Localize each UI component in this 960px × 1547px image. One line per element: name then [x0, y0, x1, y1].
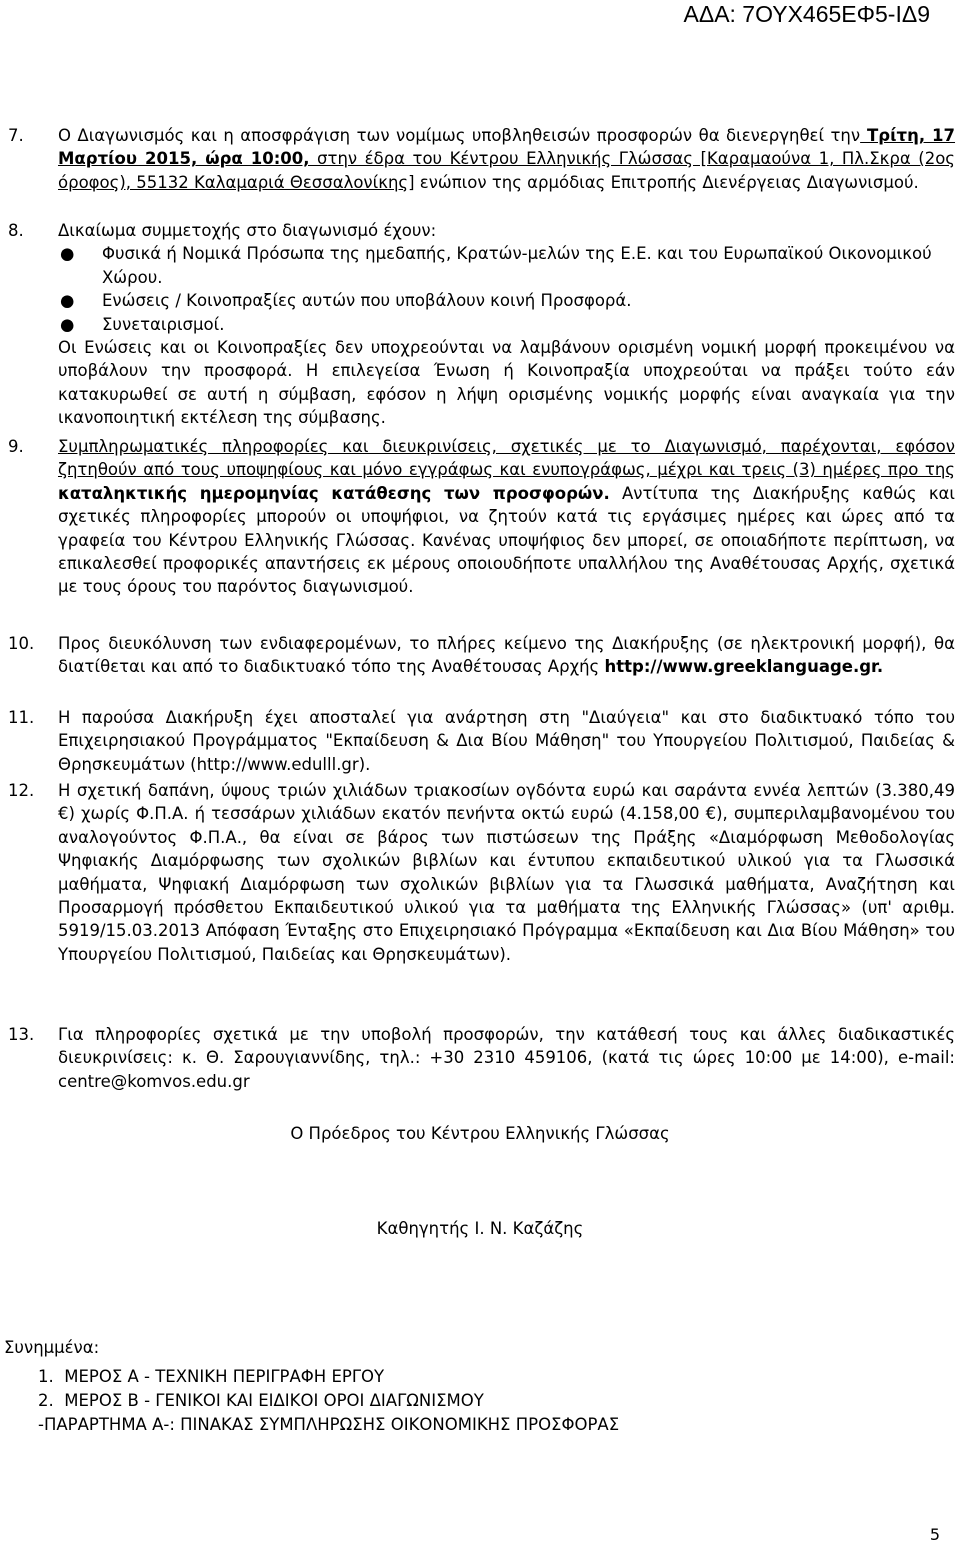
- signature-name: Καθηγητής Ι. Ν. Καζάζης: [376, 1219, 584, 1238]
- item-number: 9.: [8, 437, 24, 456]
- attachment-item: 1. ΜΕΡΟΣ Α - ΤΕΧΝΙΚΗ ΠΕΡΙΓΡΑΦΗ ΕΡΓΟΥ: [38, 1367, 385, 1386]
- item-8: [8, 219, 955, 430]
- ada-header: ΑΔΑ: 7ΟΥΧ465ΕΦ5-ΙΔ9: [683, 1, 930, 27]
- item-number: 10.: [8, 634, 35, 653]
- attachments-title: Συνημμένα:: [4, 1338, 100, 1357]
- bullet-icon: ●: [60, 291, 75, 311]
- item-text: Για πληροφορίες σχετικά με την υποβολή προσφορών, την κατάθεσή τους και άλλες διαδικαστικές διευκρινίσεις: κ. Θ. Σαρουγιαννίδης, τηλ.: +30 2310 459106, (κατά τις ώρες 10:00 με 14:00), e-mail: centre@komvos.edu.gr: [58, 1025, 955, 1091]
- item-text: Προς διευκόλυνση των ενδιαφερομένων, το πλήρες κείμενο της Διακήρυξης (σε ηλεκτρονική μορφή), θα διατίθεται και από το διαδικτυακό τόπο της Αναθέτουσας Αρχής http://www.greeklanguage.gr.: [58, 634, 955, 677]
- bullet-icon: ●: [60, 244, 75, 264]
- item-text: Η παρούσα Διακήρυξη έχει αποσταλεί για ανάρτηση στη "Διαύγεια" και στο διαδικτυακό τόπο του Επιχειρησιακού Προγράμματος "Εκπαίδευση & Δια Βίου Μάθηση" του Υπουργείου Πολιτισμού, Παιδείας & Θρησκευμάτων (http://www.edulll.gr).: [58, 708, 955, 774]
- attachment-item: 2. ΜΕΡΟΣ Β - ΓΕΝΙΚΟΙ ΚΑΙ ΕΙΔΙΚΟΙ ΟΡΟΙ ΔΙΑΓΩΝΙΣΜΟΥ: [38, 1391, 484, 1410]
- item-paragraph: Οι Ενώσεις και οι Κοινοπραξίες δεν υποχρεούνται να λαμβάνουν ορισμένη νομική μορφή προκειμένου να υποβάλουν την προσφορά. Η επιλεγείσα Ένωση ή Κοινοπραξία υποχρεούται να πράξει τούτο εάν κατακυρωθεί σε αυτή η σύμβαση, εφόσον η λήψη ορισμένης νομικής μορφής είναι αναγκαία για την ικανοποιητική εκτέλεση της σύμβασης.: [58, 338, 955, 428]
- item-intro: Δικαίωμα συμμετοχής στο διαγωνισμό έχουν:: [58, 221, 437, 240]
- item-number: 7.: [8, 126, 24, 145]
- item-number: 13.: [8, 1025, 35, 1044]
- item-13: [8, 1023, 955, 1093]
- bullet-item: ● Φυσικά ή Νομικά Πρόσωπα της ημεδαπής, Κρατών-μελών της Ε.Ε. και του Ευρωπαϊκού Οικονομικού Χώρου.: [60, 244, 932, 287]
- item-11: [8, 706, 955, 776]
- signature-role: Ο Πρόεδρος του Κέντρου Ελληνικής Γλώσσας: [290, 1124, 670, 1143]
- item-number: 8.: [8, 221, 24, 240]
- website-link[interactable]: http://www.greeklanguage.gr.: [604, 657, 884, 677]
- item-text: Η σχετική δαπάνη, ύψους τριών χιλιάδων τριακοσίων ογδόντα ευρώ και σαράντα εννέα λεπτών (3.380,49 €) χωρίς Φ.Π.Α. ή τεσσάρων χιλιάδων εκατόν πενήντα οκτώ ευρώ (4.158,00 €), συμπεριλαμβανομένου του αναλογούντος Φ.Π.Α., θα είναι σε βάρος των πιστώσεων της Πράξης «Διαμόρφωση Μεθοδολογίας Ψηφιακής Διαμόρφωσης των σχολικών βιβλίων και έντυπου εκπαιδευτικού υλικού για τα Γλωσσικά μαθήματα, Ψηφιακή Διαμόρφωση των σχολικών βιβλίων για τα Γλωσσικά μαθήματα, Αναζήτηση και Προσαρμογή πρόσθετου Εκπαιδευτικού υλικού για τα μαθήματα της Ελληνικής Γλώσσας» (υπ' αριθμ. 5919/15.03.2013 Απόφαση Ένταξης στο Επιχειρησιακό Πρόγραμμα «Εκπαίδευση και Δια Βίου Μάθηση» του Υπουργείου Πολιτισμού, Παιδείας και Θρησκευμάτων).: [58, 781, 955, 964]
- bullet-icon: ●: [60, 314, 75, 334]
- item-10: [8, 632, 955, 679]
- bullet-item: ● Ενώσεις / Κοινοπραξίες αυτών που υποβάλουν κοινή Προσφορά.: [58, 289, 955, 312]
- item-text: Συμπληρωματικές πληροφορίες και διευκρινίσεις, σχετικές με το Διαγωνισμό, παρέχονται, εφόσον ζητηθούν από τους υποψηφίους και μόνο εγγράφως και ενυπογράφως, μέχρι και τρεις (3) ημέρες προ της καταληκτικής ημερομηνίας κατάθεσης των προσφορών. Αντίτυπα της Διακήρυξης καθώς και σχετικές πληροφορίες μπορούν οι υποψήφιοι, να ζητούν κατά τις εργάσιμες ημέρες και ώρες από τα γραφεία του Κέντρου Ελληνικής Γλώσσας. Κανένας υποψήφιος δεν μπορεί, σε οποιαδήποτε περίπτωση, να επικαλεσθεί προφορικές απαντήσεις εκ μέρους οποιουδήποτε υπαλλήλου της Αναθέτουσας Αρχής, σχετικά με τους όρους του παρόντος διαγωνισμού.: [58, 437, 956, 597]
- item-number: 12.: [8, 781, 35, 800]
- item-12: [8, 779, 955, 966]
- item-text: Ο Διαγωνισμός και η αποσφράγιση των νομίμως υποβληθεισών προσφορών θα διενεργηθεί την Τρίτη, 17 Μαρτίου 2015, ώρα 10:00, στην έδρα του Κέντρου Ελληνικής Γλώσσας [Καραμαούνα 1, Πλ.Σκρα (2ος όροφος), 55132 Καλαμαριά Θεσσαλονίκης] ενώπιον της αρμόδιας Επιτροπής Διενέργειας Διαγωνισμού.: [58, 126, 956, 192]
- item-7: [8, 124, 955, 194]
- item-number: 11.: [8, 708, 35, 727]
- bullet-item: ● Συνεταιρισμοί.: [58, 313, 955, 336]
- attachment-item: -ΠΑΡΑΡΤΗΜΑ Α-: ΠΙΝΑΚΑΣ ΣΥΜΠΛΗΡΩΣΗΣ ΟΙΚΟΝΟΜΙΚΗΣ ΠΡΟΣΦΟΡΑΣ: [38, 1415, 620, 1434]
- page-number: 5: [929, 1525, 940, 1544]
- item-9: [8, 435, 955, 599]
